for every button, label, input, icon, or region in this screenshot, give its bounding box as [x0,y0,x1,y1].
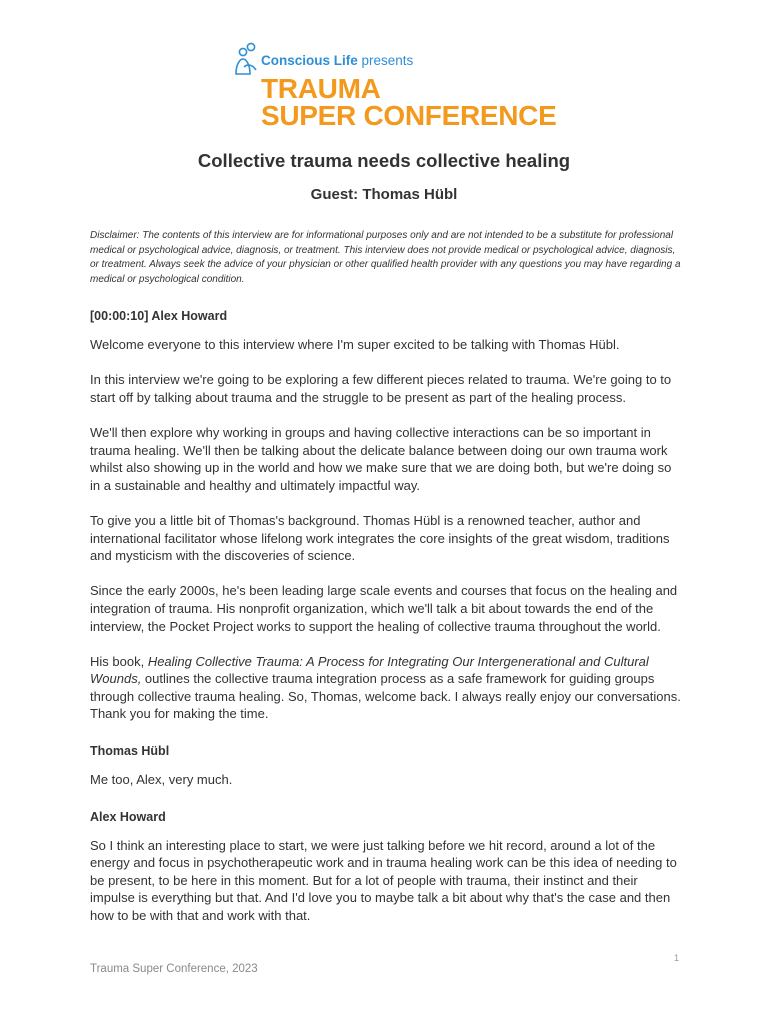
paragraph: So I think an interesting place to start, we were just talking before we hit record, around a lot of the energy and focus in psychotherapeutic work and in trauma healing work can be this idea of needing to be present, to be here in this moment. But for a lot of people with trauma, their instinct and their impulse is everything but that. And I'd love you to maybe talk a bit about why that's the case and then how to be with that and work with that. [90,837,677,924]
conference-title-line2: SUPER CONFERENCE [261,100,557,131]
conference-title-line1: TRAUMA [261,73,381,104]
paragraph: Welcome everyone to this interview where I'm super excited to be talking with Thomas Hübl. [90,337,620,352]
people-circles-icon [232,42,260,78]
paragraph: We'll then explore why working in groups and having collective interactions can be so important in trauma healing. We'll then be talking about the delicate balance between doing our own trauma work whilst also showing up in the world and how we make sure that we are doing both, but we're doing so in a sustainable and healthy and ultimately impactful way. [90,424,672,493]
paragraph: Me too, Alex, very much. [90,772,233,788]
speaker-label: Alex Howard [90,809,166,824]
transcript [90,307,682,942]
paragraph: In this interview we're going to be exploring a few different pieces related to trauma. We're going to to start off by talking about trauma and the struggle to be present as part of the healing process. [90,372,672,405]
book-description: outlines the collective trauma integration process as a safe framework for guiding groups through collective trauma healing. So, Thomas, welcome back. I always really enjoy our conversations. Thank you for making the time. [90,671,681,722]
page-title: Collective trauma needs collective healing [197,150,571,171]
page-number: 1 [674,953,680,963]
book-title: Healing Collective Trauma: A Process for Integrating Our Intergenerational and Cultural Wounds, [90,653,649,687]
brand-presents: presents [361,53,414,68]
paragraph-book [90,653,682,723]
brand-line [261,53,413,68]
book-intro: His book, [90,653,148,669]
paragraph: Since the early 2000s, he's been leading large scale events and courses that focus on the healing and integration of trauma. His nonprofit organization, which we'll talk a bit about towards the end of the interview, the Pocket Project works to support the healing of collective trauma throughout the world. [90,583,678,634]
disclaimer: Disclaimer: The contents of this interview are for informational purposes only and are not intended to be a substitute for professional medical or psychological advice, diagnosis, or treatment. This interview does not provide medical or psychological advice, diagnosis, or treatment. Always seek the advice of your physician or other qualified health provider with any questions you may have regarding a medical or psychological condition. [90,230,681,285]
brand-name: Conscious Life [261,53,358,68]
footer-text: Trauma Super Conference, 2023 [90,963,258,975]
speaker-label: [00:00:10] Alex Howard [90,309,228,323]
speaker-label: Thomas Hübl [90,744,170,759]
paragraph: To give you a little bit of Thomas's background. Thomas Hübl is a renowned teacher, author and international facilitator whose lifelong work integrates the core insights of the great wisdom, traditions and mysticism with the discoveries of science. [90,512,670,564]
guest-subtitle: Guest: Thomas Hübl [310,186,458,203]
conference-title [261,75,556,129]
